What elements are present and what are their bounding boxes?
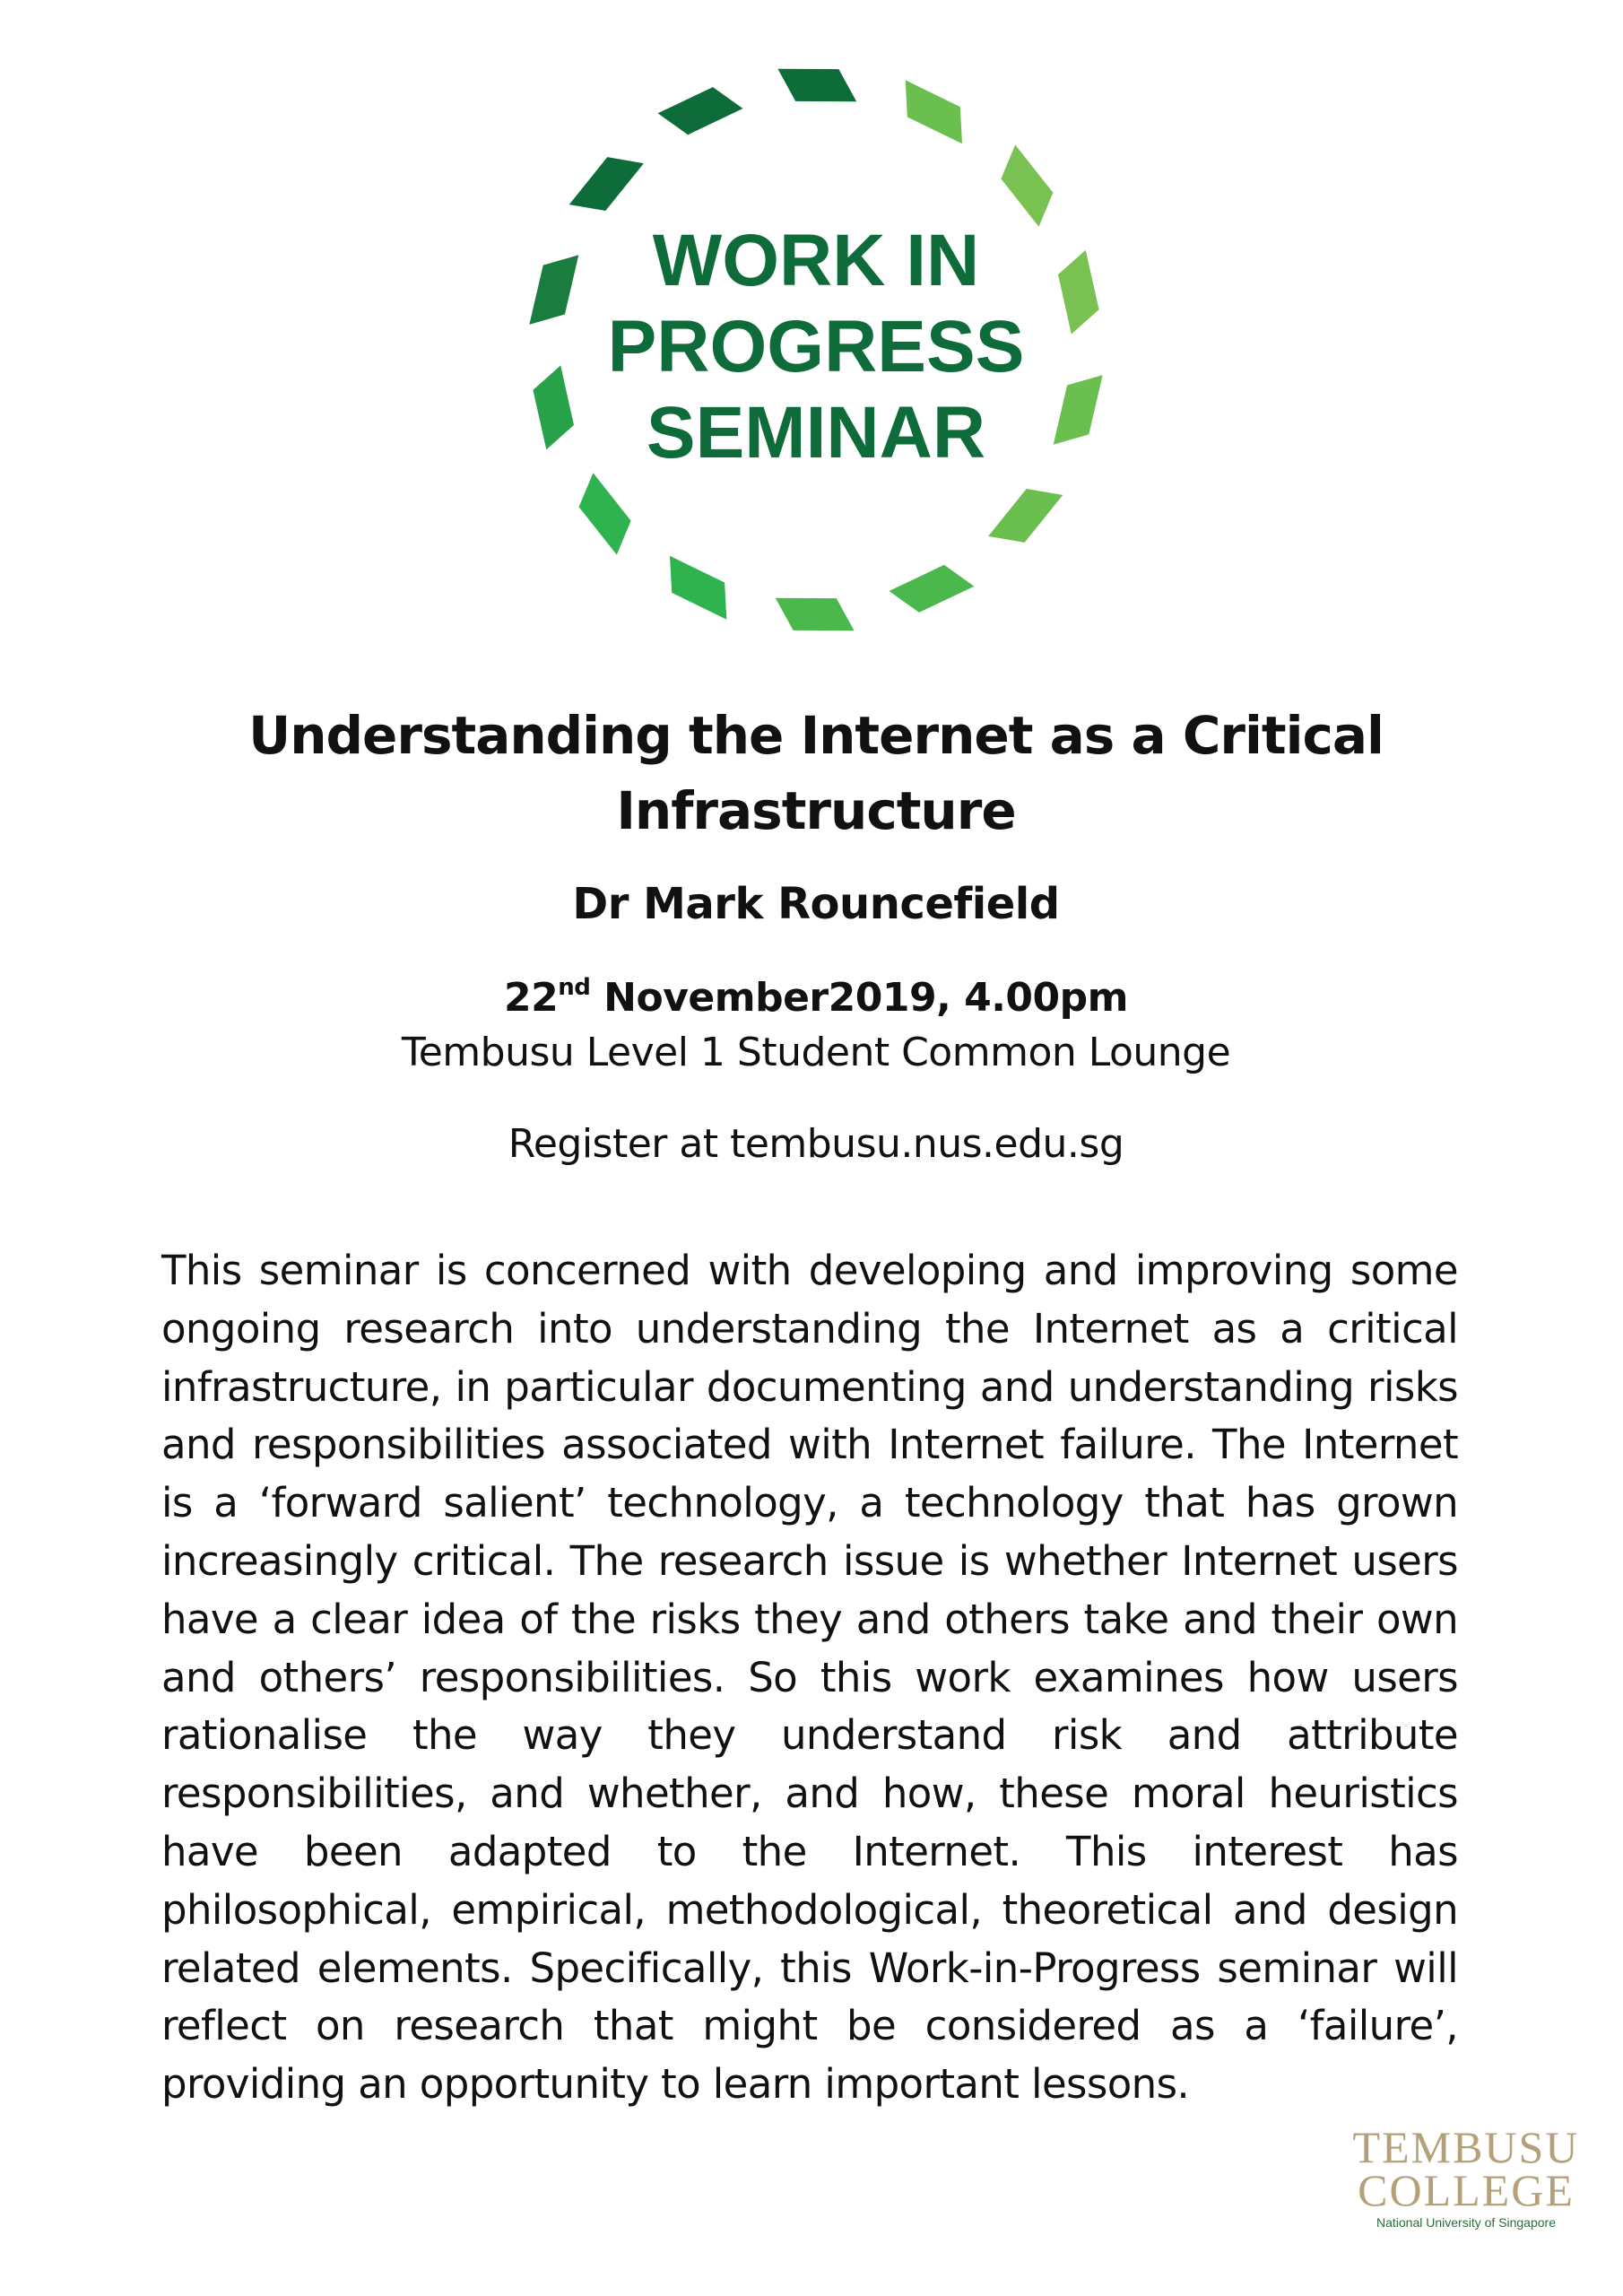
logo-line-1: WORK IN — [652, 220, 980, 301]
ring-segment — [670, 556, 726, 620]
ring-segment — [1001, 144, 1053, 226]
ring-segment — [776, 598, 855, 631]
event-date-time — [161, 973, 1471, 1023]
date-rest: November2019, 4.00pm — [590, 975, 1129, 1021]
date-day: 22 — [503, 975, 559, 1021]
date-suffix: nd — [558, 974, 591, 1001]
seminar-logo — [448, 36, 1184, 682]
logo-wordmark — [448, 218, 1184, 476]
seminar-abstract: This seminar is concerned with developing and improving some ongoing research into understanding the Internet as a critical infrastructure, in particular documenting and understanding risks and responsibilities associated with Internet failure. The Internet is a ‘forward salient’ technology, a technology that has grown increasingly critical. The research issue is whether Internet users have a clear idea of the risks they and others take and their own and others’ responsibilities. So this work examines how users rationalise the way they understand risk and attribute responsibilities, and whether, and how, these moral heuristics have been adapted to the Internet. This interest has philosophical, empirical, methodological, theoretical and design related elements. Specifically, this Work-in-Progress seminar will reflect on research that might be considered as a ‘failure’, providing an opportunity to learn important lessons. — [161, 1247, 1458, 2109]
ring-segment — [906, 80, 962, 144]
registration-info: Register at tembusu.nus.edu.sg — [508, 1121, 1124, 1167]
speaker-name: Dr Mark Rouncefield — [572, 879, 1060, 929]
college-logo-line-2: COLLEGE — [1358, 2165, 1575, 2215]
college-logo-line-1: TEMBUSU — [1352, 2122, 1580, 2172]
ring-segment — [579, 473, 631, 554]
tembusu-college-logo — [1345, 2122, 1587, 2231]
ring-segment — [890, 565, 975, 613]
event-venue: Tembusu Level 1 Student Common Lounge — [401, 1030, 1231, 1075]
seminar-title: Understanding the Internet as a Critical Infrastructure — [248, 705, 1384, 841]
ring-segment — [569, 157, 644, 211]
college-logo-subtitle: National University of Singapore — [1376, 2215, 1556, 2230]
ring-segment — [777, 69, 856, 101]
logo-line-2: PROGRESS — [607, 306, 1025, 387]
ring-segment — [658, 87, 743, 135]
ring-segment — [988, 489, 1063, 543]
logo-line-3: SEMINAR — [646, 392, 986, 474]
